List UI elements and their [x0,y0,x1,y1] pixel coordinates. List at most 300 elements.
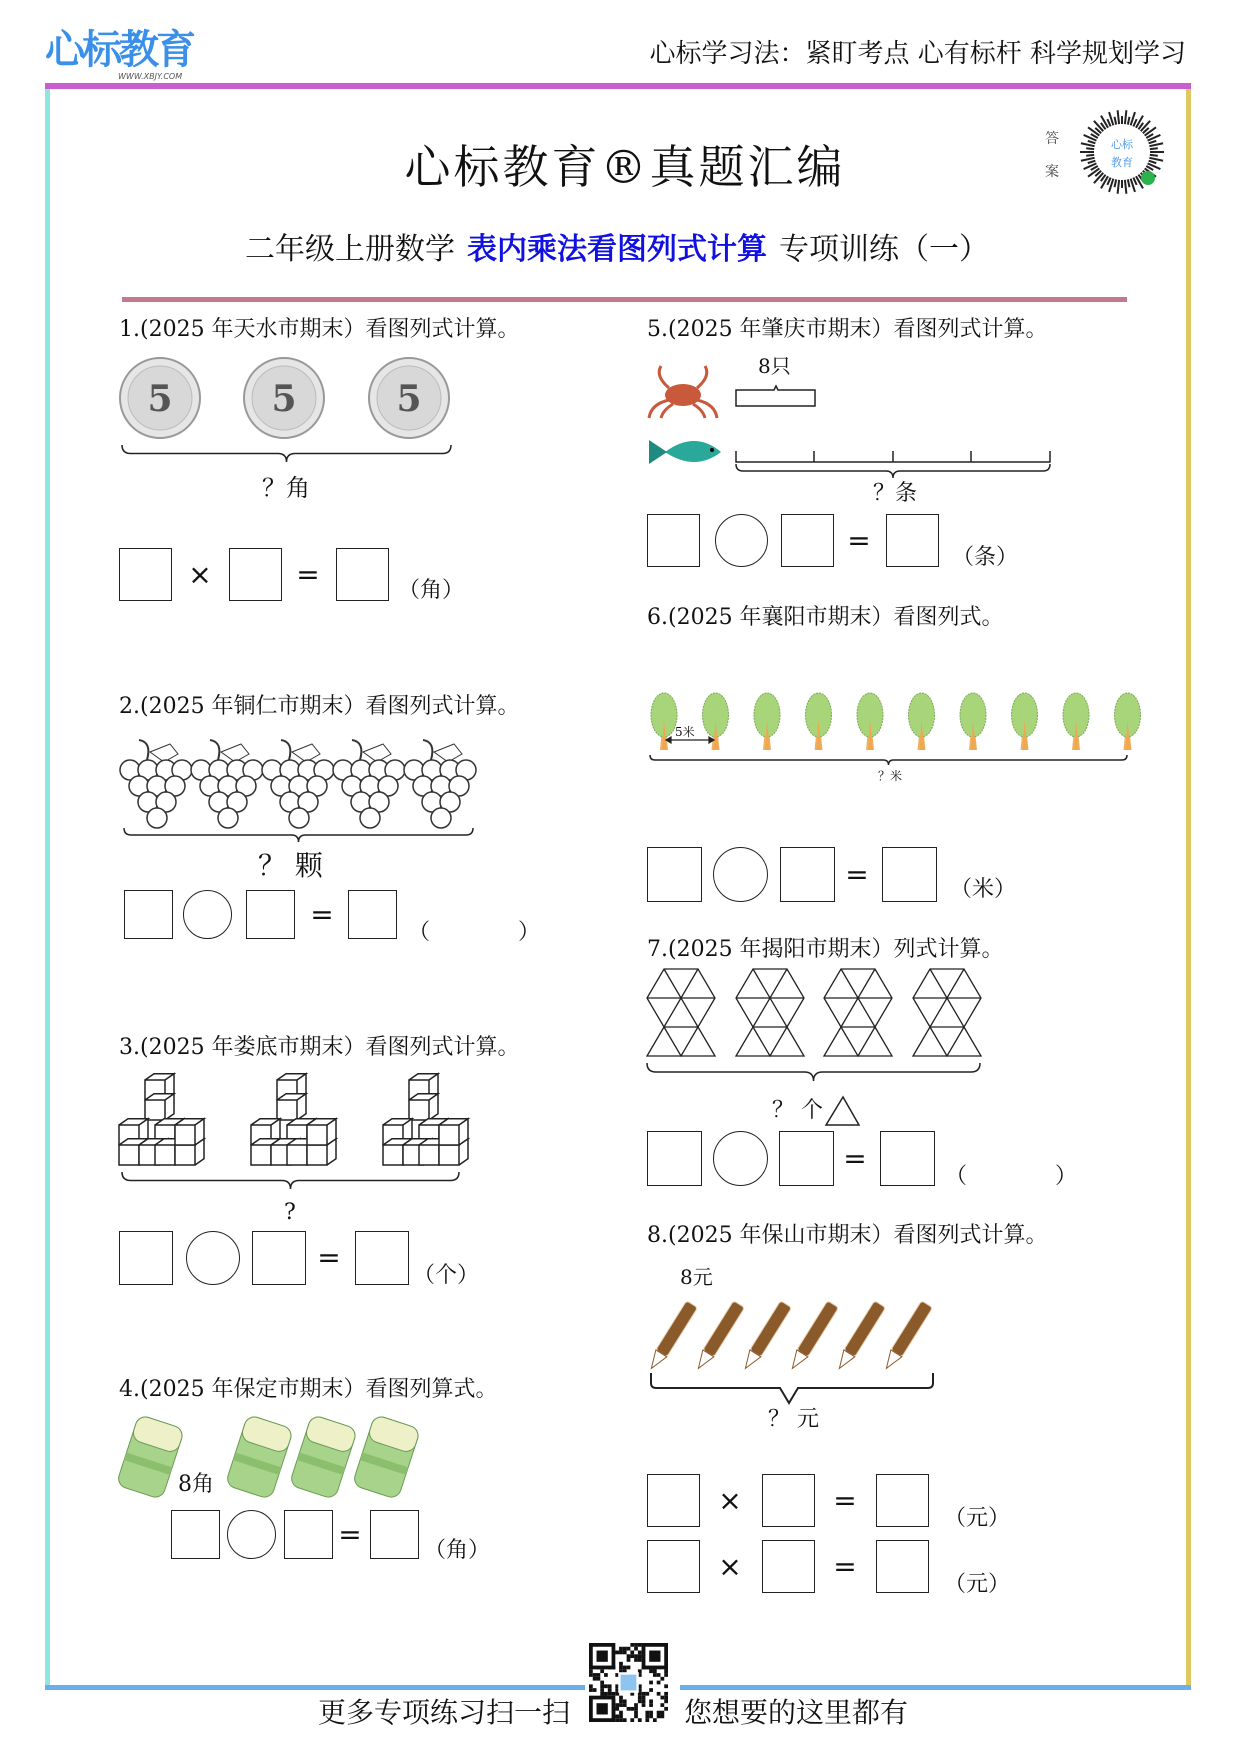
qr-module [623,1651,627,1655]
qr-module [638,1699,642,1703]
q2-answer-box[interactable] [124,890,173,939]
qr-module [634,1707,638,1711]
footer-qr-code [589,1643,668,1722]
qr-module [600,1684,604,1688]
qr-module [630,1643,634,1647]
qr-module [664,1692,668,1696]
qr-module [638,1643,642,1647]
q4-answer-box[interactable] [370,1510,419,1559]
pen-body [834,1301,885,1372]
fountain-pen [646,1301,697,1372]
qr-module [623,1666,627,1670]
qr-module [615,1718,619,1722]
subtitle-highlight: 表内乘法看图列式计算 [467,232,767,267]
qr-module [619,1703,623,1707]
qr-module [664,1673,668,1677]
q1-answer-box[interactable] [336,548,389,601]
qr-module [619,1711,623,1715]
pen-body [693,1301,744,1372]
qr-module [615,1651,619,1655]
tree [1063,693,1089,750]
qr-logo-mark [621,1675,637,1691]
qr-module [660,1696,664,1700]
q6-answer-box[interactable] [882,847,937,902]
cube [307,1119,336,1145]
code-ray [1125,180,1126,194]
q2-answer-box[interactable] [348,890,397,939]
qr-module [638,1658,642,1662]
qr-module [657,1692,661,1696]
code-ray [1107,178,1110,185]
grape-stem [281,740,290,760]
qr-module [657,1711,661,1715]
footer-left-text: 更多专项练习扫一扫 [318,1696,571,1729]
code-ray [1088,127,1099,135]
q6-question-label: ？米 [878,769,903,783]
code-ray [1149,158,1163,161]
pen-barrel [750,1301,792,1357]
qr-module [627,1647,631,1651]
grape-stem [352,740,361,760]
q8-equals-sign: = [833,1549,857,1583]
qr-module [660,1714,664,1718]
code-logo-text: 心标 [1111,138,1133,151]
q5-answer-box[interactable] [886,514,939,567]
qr-module [612,1692,616,1696]
qr-module [634,1711,638,1715]
triangle-hexagon [647,969,715,1056]
qr-module [589,1688,593,1692]
code-ray [1115,179,1117,187]
code-ray [1150,155,1158,156]
question-5-title: 5.(2025 年肇庆市期末）看图列式计算。 [647,317,1048,342]
qr-module [642,1696,646,1700]
q7-brace [647,1063,980,1081]
qr-module [638,1651,642,1655]
q3-unit: （个） [413,1263,480,1288]
q3-answer-box[interactable] [252,1231,306,1285]
fish-tail [649,440,667,464]
code-ray [1081,143,1095,146]
code-ray [1115,117,1117,125]
qr-module [664,1707,668,1711]
qr-module [634,1654,638,1658]
triangles [824,969,892,1056]
qr-module [604,1692,608,1696]
qr-finder-core [649,1651,660,1662]
q2-operator-circle[interactable] [183,890,232,939]
q3-answer-box[interactable] [119,1231,173,1285]
wechat-badge [1141,171,1155,185]
eraser [289,1414,358,1499]
q5-crab-bar [736,386,815,406]
q4-price-label: 8角 [178,1472,214,1497]
tree [651,693,677,750]
q7-question-label: ？ 个 [772,1098,823,1123]
qr-module [642,1692,646,1696]
q7-operator-circle[interactable] [713,1131,768,1186]
grape [289,808,309,828]
tree [909,693,935,750]
code-ray [1086,148,1094,149]
fountain-pen [881,1301,932,1372]
qr-module [649,1681,653,1685]
qr-module [630,1718,634,1722]
answer-label-1: 答 [1045,131,1059,147]
question-7-title: 7.(2025 年揭阳市期末）列式计算。 [647,937,1004,962]
qr-module [649,1688,653,1692]
qr-module [589,1673,593,1677]
qr-module [645,1711,649,1715]
grape-bunch [120,740,192,828]
q7-equals-sign: = [843,1141,867,1175]
page-title: 心标教育®真题汇编 [404,140,846,194]
qr-module [627,1707,631,1711]
code-ray [1107,119,1110,126]
qr-module [615,1714,619,1718]
qr-module [627,1658,631,1662]
logo: 心标教育 [45,27,193,73]
qr-module [619,1651,623,1655]
grape-leaf [434,744,462,762]
q3-question-label: ? [284,1200,296,1225]
pen-body [646,1301,697,1372]
q6-equals-sign: = [845,857,869,891]
q1-answer-box[interactable] [229,548,282,601]
eraser-body [116,1414,185,1499]
qr-module [649,1669,653,1673]
code-ray [1125,110,1126,124]
code-ray [1128,117,1130,125]
cube [409,1094,438,1120]
q8-price-label: 8元 [680,1265,713,1289]
q8-question-label: ？ 元 [768,1407,819,1432]
qr-module [660,1677,664,1681]
cube [175,1119,204,1145]
qr-module [642,1703,646,1707]
qr-module [597,1677,601,1681]
q8-brace [651,1373,933,1403]
question-1-title: 1.(2025 年天水市期末）看图列式计算。 [119,317,520,342]
qr-module [634,1647,638,1651]
q7-triangle-icon [826,1097,859,1125]
cube [145,1094,174,1120]
tree [1115,693,1141,750]
qr-module [608,1688,612,1692]
fountain-pen [834,1301,885,1372]
q1-brace [122,445,451,462]
bottom-border-left [45,1685,585,1690]
subtitle-prefix: 二年级上册数学 [245,232,455,267]
q8-answer-box[interactable] [762,1474,815,1527]
q5-crab-count-label: 8只 [758,354,791,378]
code-ray [1086,155,1094,156]
pen-body [740,1301,791,1372]
qr-module [657,1673,661,1677]
q2-question-label: ？ 颗 [258,849,323,882]
tree [1012,693,1038,750]
qr-module [634,1714,638,1718]
qr-module [638,1696,642,1700]
q5-answer-box[interactable] [781,514,834,567]
q2-answer-box[interactable] [246,890,295,939]
qr-module [589,1669,593,1673]
cube-stack [383,1074,468,1165]
qr-module [630,1651,634,1655]
q1-equals-sign: = [296,557,320,591]
grape [360,808,380,828]
coin-value: 5 [271,378,297,420]
q5-question-label: ？条 [873,481,918,506]
qr-module [638,1718,642,1722]
q5-unit: （条） [952,545,1019,570]
q8-answer-box[interactable] [876,1540,929,1593]
pen-barrel [656,1301,698,1357]
qr-module [657,1681,661,1685]
qr-module [664,1669,668,1673]
q2-brace [124,828,473,842]
right-border [1186,89,1191,1687]
qr-module [660,1703,664,1707]
pen-body [881,1301,932,1372]
grape-stem [423,740,432,760]
code-ray [1088,161,1096,163]
code-ray [1118,110,1119,124]
code-ray [1081,158,1095,161]
logo-url: WWW.XBJY.COM [118,72,183,81]
eraser-body [225,1414,294,1499]
qr-module [630,1654,634,1658]
coin-5-jiao [369,358,449,438]
qr-module [619,1696,623,1700]
fountain-pen [693,1301,744,1372]
q3-answer-box[interactable] [355,1231,409,1285]
tree [806,693,832,750]
q6-unit: （米） [950,877,1017,902]
q8-times-sign: × [718,1483,742,1517]
qr-module [664,1684,668,1688]
qr-module [615,1707,619,1711]
grape [218,808,238,828]
qr-finder-core [597,1651,608,1662]
q6-answer-box[interactable] [647,847,702,902]
grape-leaf [363,744,391,762]
code-ray [1149,143,1163,146]
qr-module [627,1654,631,1658]
answer-mini-program-code [1080,110,1164,194]
fish-icon [649,440,721,464]
question-6-title: 6.(2025 年襄阳市期末）看图列式。 [647,605,1004,630]
q7-answer-box[interactable] [647,1131,702,1186]
q5-brace [736,464,1050,478]
code-ray [1150,148,1158,149]
q3-operator-circle[interactable] [186,1231,240,1285]
grape-bunch [404,740,476,828]
eraser [225,1414,294,1499]
q8-answer-box[interactable] [647,1474,700,1527]
q1-answer-box[interactable] [119,548,172,601]
q7-unit: （ ） [945,1164,1078,1189]
q1-unit: （角） [398,578,465,603]
slogan: 心标学习法：紧盯考点 心有标杆 科学规划学习 [649,39,1186,69]
grape-bunch [262,740,334,828]
q4-equals-sign: = [338,1517,362,1551]
q6-operator-circle[interactable] [713,847,768,902]
tree [703,693,729,750]
code-center [1096,126,1148,178]
subtitle-suffix: 专项训练（一） [779,232,989,267]
coin-5-jiao [244,358,324,438]
q7-answer-box[interactable] [779,1131,834,1186]
qr-module [660,1711,664,1715]
q5-answer-box[interactable] [647,514,700,567]
code-ray [1133,119,1136,126]
subtitle [245,232,989,267]
cube [277,1094,306,1120]
triangle-hexagon [913,969,981,1056]
qr-module [623,1647,627,1651]
qr-module [630,1707,634,1711]
qr-module [589,1684,593,1688]
pen-body [787,1301,838,1372]
qr-module [653,1673,657,1677]
pen-barrel [797,1301,839,1357]
qr-module [619,1699,623,1703]
qr-module [634,1658,638,1662]
qr-module [645,1692,649,1696]
qr-module [664,1696,668,1700]
qr-module [619,1718,623,1722]
fish-eye [710,448,714,452]
coin-value: 5 [147,378,173,420]
qr-module [649,1711,653,1715]
qr-module [642,1699,646,1703]
qr-module [597,1673,601,1677]
q3-brace [122,1172,459,1189]
qr-module [645,1714,649,1718]
q8-answer-box[interactable] [647,1540,700,1593]
eraser-body [352,1414,421,1499]
qr-module [623,1699,627,1703]
qr-module [634,1643,638,1647]
qr-module [604,1673,608,1677]
qr-module [608,1684,612,1688]
code-ray [1145,127,1156,135]
q2-unit: （ ） [408,920,541,945]
question-3-title: 3.(2025 年娄底市期末）看图列式计算。 [119,1035,520,1060]
q8-answer-box[interactable] [762,1540,815,1593]
question-2-title: 2.(2025 年铜仁市期末）看图列式计算。 [119,694,520,719]
q4-answer-box[interactable] [171,1510,220,1559]
grape-bunch [191,740,263,828]
qr-module [649,1699,653,1703]
top-border [45,83,1191,89]
q4-answer-box[interactable] [284,1510,333,1559]
code-ray [1149,141,1157,143]
grape-stem [210,740,219,760]
qr-module [600,1681,604,1685]
title-rule [122,297,1127,302]
qr-module [649,1714,653,1718]
answer-label-2: 案 [1045,164,1059,180]
q6-brace [650,755,1127,765]
code-ray [1128,179,1130,187]
qr-module [593,1677,597,1681]
qr-module [638,1654,642,1658]
qr-module [634,1703,638,1707]
q8-equals-sign: = [833,1483,857,1517]
cube-stack [251,1074,336,1165]
q2-equals-sign: = [310,897,334,931]
grape-leaf [292,744,320,762]
question-8-title: 8.(2025 年保山市期末）看图列式计算。 [647,1223,1048,1248]
q8-unit-2: （元） [944,1572,1011,1597]
fountain-pen [787,1301,838,1372]
pen-barrel [844,1301,886,1357]
q5-operator-circle[interactable] [715,514,768,567]
qr-module [653,1718,657,1722]
grape-stem [139,740,148,760]
grape [147,808,167,828]
eraser [116,1414,185,1499]
qr-module [600,1669,604,1673]
code-ray [1118,180,1119,194]
qr-module [649,1703,653,1707]
q1-times-sign: × [188,557,212,591]
qr-module [657,1714,661,1718]
qr-module [615,1703,619,1707]
qr-module [627,1666,631,1670]
coin-value: 5 [396,378,422,420]
pen-barrel [891,1301,933,1357]
crab-icon [649,366,717,418]
triangle-hexagon [824,969,892,1056]
qr-module [593,1673,597,1677]
q4-operator-circle[interactable] [227,1510,276,1559]
tree [754,693,780,750]
q5-equals-sign: = [847,523,871,557]
q5-fish-bar [736,451,1050,462]
qr-module [645,1718,649,1722]
question-4-title: 4.(2025 年保定市期末）看图列算式。 [119,1377,498,1402]
q1-question-label: ？角 [262,474,310,502]
cube-stack [119,1074,204,1165]
qr-module [608,1692,612,1696]
triangles [913,969,981,1056]
qr-module [623,1703,627,1707]
eraser [352,1414,421,1499]
q4-unit: （角） [424,1538,491,1563]
q7-answer-box[interactable] [880,1131,935,1186]
eraser-body [289,1414,358,1499]
triangle-hexagon [736,969,804,1056]
q8-answer-box[interactable] [876,1474,929,1527]
footer-right-text: 您想要的这里都有 [684,1696,909,1729]
grape-leaf [150,744,178,762]
q6-answer-box[interactable] [780,847,835,902]
bottom-border-right [680,1685,1191,1690]
grape-bunch [333,740,405,828]
code-ray [1149,161,1157,163]
code-ray [1133,178,1136,185]
q8-times-sign: × [718,1549,742,1583]
qr-module [593,1688,597,1692]
cube [439,1119,468,1145]
qr-finder-core [597,1703,608,1714]
qr-module [653,1669,657,1673]
pen-barrel [703,1301,745,1357]
q8-unit-1: （元） [944,1506,1011,1531]
